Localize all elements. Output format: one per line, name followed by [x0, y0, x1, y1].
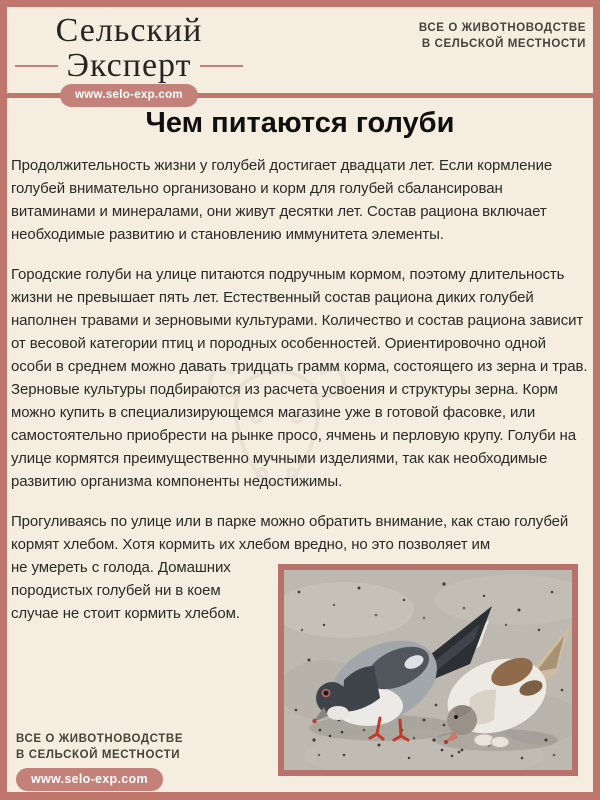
footer-tagline-line1: ВСЕ О ЖИВОТНОВОДСТВЕ: [16, 733, 184, 745]
logo-dash-left-icon: [15, 65, 58, 67]
logo-dash-right-icon: [200, 65, 243, 67]
page-header: [7, 7, 593, 101]
header-tagline: [419, 20, 586, 52]
logo-line2-row: [15, 49, 243, 83]
logo-text-line1: Сельский: [55, 12, 203, 49]
header-tagline-line2: В СЕЛЬСКОЙ МЕСТНОСТИ: [421, 38, 586, 50]
footer-tagline: [16, 731, 183, 763]
pigeons-illustration: [284, 570, 572, 770]
article-paragraph-3-lead: Прогуливаясь по улице или в парке можно обратить внимание, как стаю голубей кормят хлебом. Хотя кормить их хлебом вредно, но это позволяет им: [11, 513, 569, 553]
article-title: Чем питаются голуби: [145, 107, 455, 139]
logo-text-line2: Эксперт: [66, 47, 192, 84]
pigeons-photo: [278, 564, 578, 776]
article-paragraph-2: Городские голуби на улице питаются подручным кормом, поэтому длительность жизни не превышает пять лет. Естественный состав рациона диких голубей наполнен травами и зерновыми культурами. Количество и состав рациона зависит от весовой категории птиц и породных особенностей. Ориентировочно одной особи в среднем можно давать тридцать грамм корма, состоящего из зерна и трав. Зерновые культуры подбираются из расчета усвоения и структуры зерна. Корм можно купить в специализирующемся магазине уже в готовой фасовке, или самостоятельно приобрести на рынке просо, ячмень и перловую крупу. Голуби на улице кормятся преимущественно мучными изделиями, так как необходимые развитию организма компоненты недостижимы.: [11, 266, 588, 490]
footer-url-badge[interactable]: www.selo-exp.com: [16, 768, 163, 791]
header-url-badge[interactable]: www.selo-exp.com: [60, 84, 198, 107]
article-paragraph-1: Продолжительность жизни у голубей достигает двадцати лет. Если кормление голубей внимательно организовано и корм для голубей сбалансирован витаминами и минералами, они живут десятки лет. Состав рациона включает необходимые развитию и становлению иммунитета элементы.: [11, 157, 553, 243]
header-tagline-line1: ВСЕ О ЖИВОТНОВОДСТВЕ: [418, 22, 586, 34]
footer-tagline-line2: В СЕЛЬСКОЙ МЕСТНОСТИ: [16, 749, 181, 761]
article: [7, 98, 593, 625]
site-logo: [15, 13, 243, 107]
article-paragraph-3-wrap: не умереть с голода. Домашних породистых голубей ни в коем случае не стоит кормить хлебом.: [11, 559, 240, 622]
